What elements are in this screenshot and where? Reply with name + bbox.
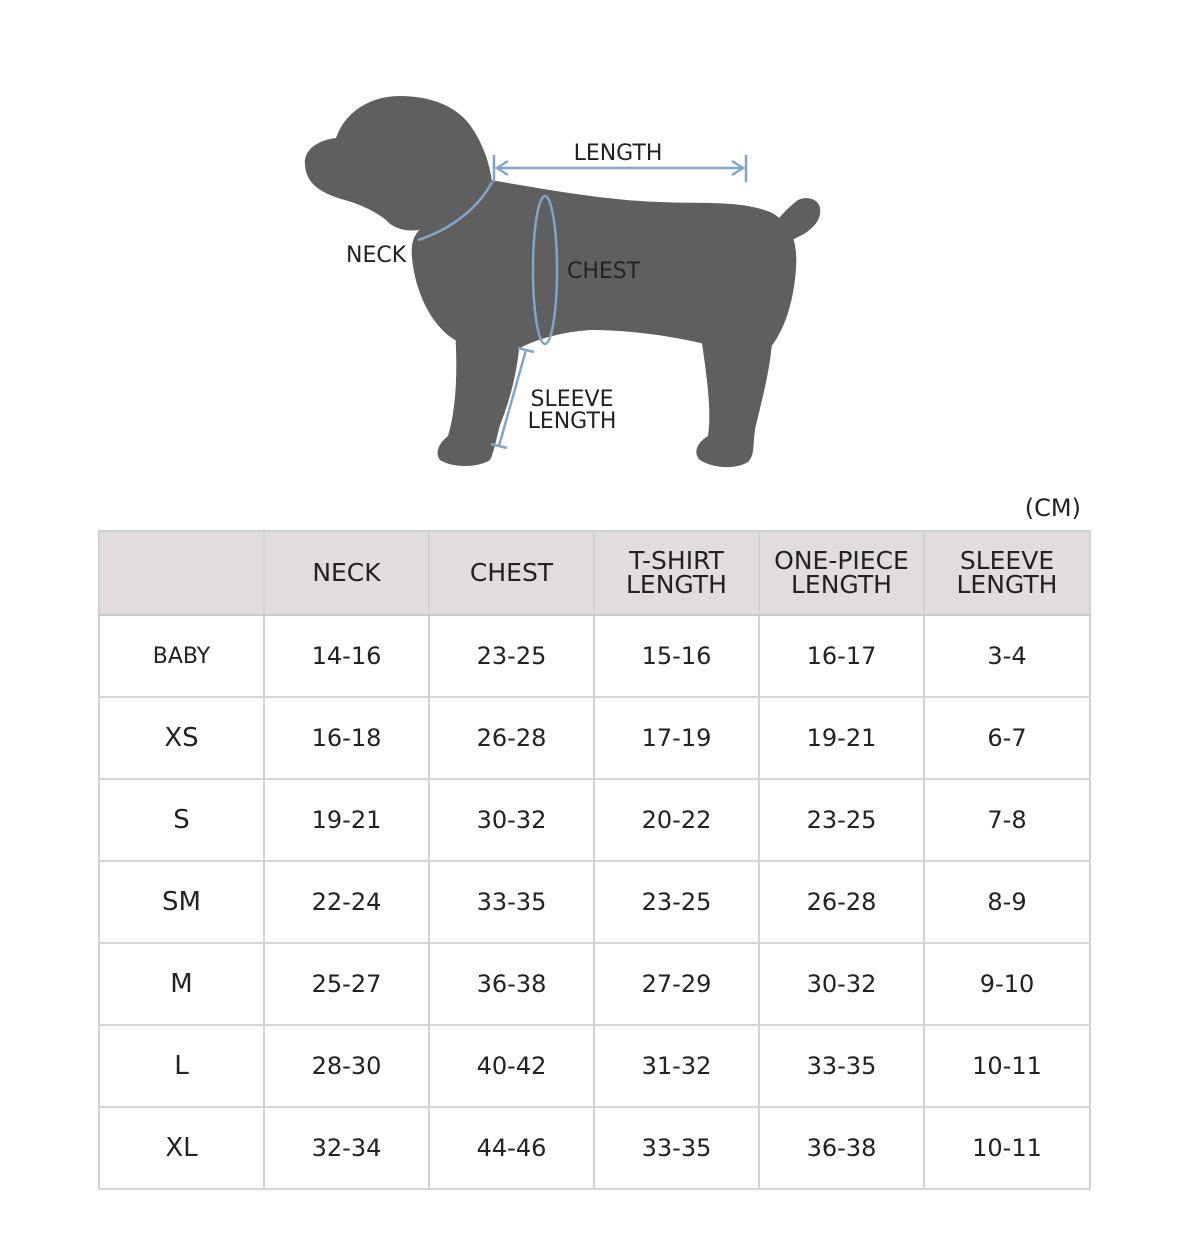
header-chest (429, 531, 594, 615)
chest-label: CHEST (567, 259, 641, 284)
table-row (99, 861, 1090, 943)
table-row (99, 1107, 1090, 1189)
header-tshirt-line2: LENGTH (626, 570, 727, 599)
neck-cell: 14-16 (264, 615, 429, 697)
dog-measurement-diagram (0, 0, 1179, 500)
table-row (99, 615, 1090, 697)
onepiece-length-cell: 33-35 (759, 1025, 924, 1107)
onepiece-length-cell: 36-38 (759, 1107, 924, 1189)
chest-cell: 44-46 (429, 1107, 594, 1189)
table-row (99, 697, 1090, 779)
tshirt-length-cell: 17-19 (594, 697, 759, 779)
neck-label: NECK (346, 243, 407, 268)
header-neck (264, 531, 429, 615)
neck-cell: 32-34 (264, 1107, 429, 1189)
neck-cell: 28-30 (264, 1025, 429, 1107)
header-chest-text: CHEST (469, 558, 554, 587)
onepiece-length-cell: 16-17 (759, 615, 924, 697)
size-cell: XS (99, 697, 264, 779)
table-row (99, 943, 1090, 1025)
size-cell: BABY (99, 615, 264, 697)
sleeve-length-cell: 10-11 (924, 1025, 1090, 1107)
sleeve-length-cell: 8-9 (924, 861, 1090, 943)
header-sleeve-line1: SLEEVE (959, 546, 1055, 575)
sleeve-length-cell: 10-11 (924, 1107, 1090, 1189)
size-cell: L (99, 1025, 264, 1107)
tshirt-length-cell: 20-22 (594, 779, 759, 861)
length-label: LENGTH (573, 141, 663, 166)
chest-cell: 26-28 (429, 697, 594, 779)
chest-cell: 36-38 (429, 943, 594, 1025)
sleeve-length-cell: 7-8 (924, 779, 1090, 861)
tshirt-length-cell: 33-35 (594, 1107, 759, 1189)
onepiece-length-cell: 23-25 (759, 779, 924, 861)
header-row (99, 531, 1090, 615)
neck-cell: 16-18 (264, 697, 429, 779)
neck-cell: 19-21 (264, 779, 429, 861)
sleeve-length-cell: 6-7 (924, 697, 1090, 779)
chest-cell: 30-32 (429, 779, 594, 861)
onepiece-length-cell: 19-21 (759, 697, 924, 779)
onepiece-length-cell: 26-28 (759, 861, 924, 943)
tshirt-length-cell: 27-29 (594, 943, 759, 1025)
header-neck-text: NECK (312, 558, 381, 587)
tshirt-length-cell: 31-32 (594, 1025, 759, 1107)
table-row (99, 1025, 1090, 1107)
header-sleeve-line2: LENGTH (956, 570, 1058, 599)
header-onepiece-line1: ONE-PIECE (774, 546, 909, 575)
header-onepiece-line2: LENGTH (791, 570, 892, 599)
sleeve-length-cell: 9-10 (924, 943, 1090, 1025)
size-cell: S (99, 779, 264, 861)
sleeve-label-line2: LENGTH (527, 409, 617, 434)
onepiece-length-cell: 30-32 (759, 943, 924, 1025)
tshirt-length-cell: 15-16 (594, 615, 759, 697)
tshirt-length-cell: 23-25 (594, 861, 759, 943)
size-cell: XL (99, 1107, 264, 1189)
size-cell: SM (99, 861, 264, 943)
header-tshirt-length (594, 531, 759, 615)
header-sleeve-length (924, 531, 1090, 615)
header-tshirt-line1: T-SHIRT (629, 546, 724, 575)
neck-cell: 25-27 (264, 943, 429, 1025)
unit-label: (CM) (1024, 494, 1081, 522)
sleeve-length-cell: 3-4 (924, 615, 1090, 697)
header-size (99, 531, 264, 615)
chest-cell: 23-25 (429, 615, 594, 697)
neck-cell: 22-24 (264, 861, 429, 943)
table-row (99, 779, 1090, 861)
header-onepiece-length (759, 531, 924, 615)
chest-cell: 40-42 (429, 1025, 594, 1107)
size-cell: M (99, 943, 264, 1025)
chest-cell: 33-35 (429, 861, 594, 943)
size-table (98, 530, 1091, 1190)
sleeve-label-line1: SLEEVE (530, 387, 614, 412)
